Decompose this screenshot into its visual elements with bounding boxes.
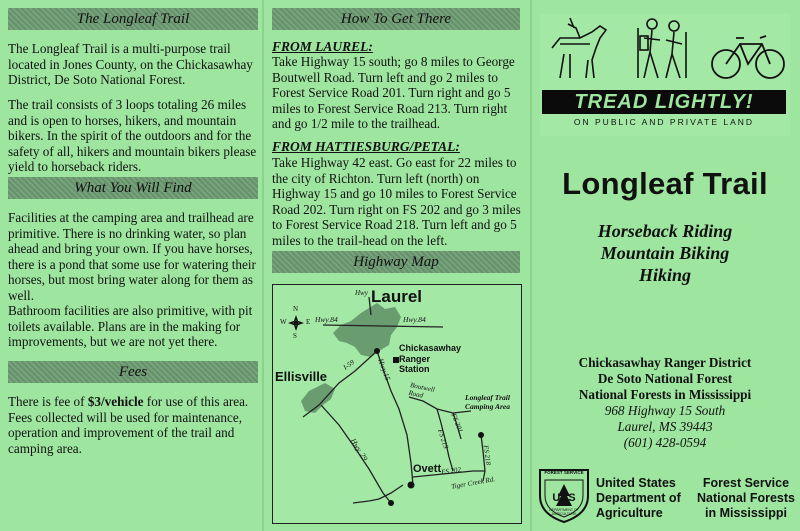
compass-w: W xyxy=(280,318,287,326)
forest-service-shield-icon xyxy=(536,466,592,524)
map-label-ovett: Ovett xyxy=(413,463,442,475)
usda-label xyxy=(596,476,681,521)
camping-marker-icon xyxy=(478,432,484,438)
compass-n: N xyxy=(293,305,299,313)
compass-s: S xyxy=(293,332,297,340)
usda-line-3: Agriculture xyxy=(596,506,663,520)
fee-text-start: There is fee of xyxy=(8,394,88,409)
route-text-hattiesburg: Take Highway 42 east. Go east for 22 miles to the city of Richton. Turn left (north) on Highway 15 and go 10 miles to Forest Service Road 202. Turn right on FS 202 and go 3 miles to Forest Service Road 218. Turn left and go 5 miles to the trail-head on the left. xyxy=(272,155,521,248)
camping-line-2: Camping Area xyxy=(465,402,510,411)
logo-illustration xyxy=(540,14,790,90)
hikers-icon xyxy=(638,19,686,78)
loops-paragraph: The trail consists of 3 loops totaling 26 miles and is open to horses, hikers, and mountain bikers. In the spirit of the outdoors and for the safety of all, hikers and mountain bikers please yield to horseback riders. xyxy=(8,97,257,175)
map-label-fs-218: FS 218 xyxy=(481,444,493,466)
contact-phone: (601) 428-0594 xyxy=(623,435,707,450)
contact-address: 968 Highway 15 South xyxy=(604,403,726,418)
compass-rose-icon xyxy=(288,315,304,331)
fee-amount: $3/vehicle xyxy=(87,394,144,409)
contact-forest: De Soto National Forest xyxy=(597,371,733,386)
page-title: Longleaf Trail xyxy=(562,166,768,201)
middle-panel xyxy=(262,0,530,531)
bathroom-paragraph: Bathroom facilities are also primitive, with pit toilets available. Plans are in the making for improvements, but we are not yet there. xyxy=(8,303,253,350)
shield-center-text: US xyxy=(552,492,584,504)
laurel-city-area xyxy=(333,303,401,357)
south-marker-icon xyxy=(388,500,394,506)
compass-e: E xyxy=(306,318,311,326)
fs-line-2: National Forests xyxy=(697,491,795,505)
map-label-ranger-station xyxy=(399,343,461,375)
horse-icon xyxy=(552,18,606,78)
facilities-paragraph: Facilities at the camping area and trailhead are primitive. There is no drinking water, so plan ahead and bring your own. If you have horses, there is a pond that some use for watering their horses, but most bring water along for them as well. xyxy=(8,210,256,303)
section-heading-what-you-will-find: What You Will Find xyxy=(8,177,258,199)
ellisville-city-area xyxy=(301,383,335,413)
map-label-boutwell: Boutwell Road xyxy=(407,381,436,400)
map-label-fs-213: FS 213 xyxy=(436,428,450,450)
road-tiger-creek xyxy=(353,485,403,503)
map-label-ellisville: Ellisville xyxy=(275,369,328,384)
contact-national-forests: National Forests in Mississippi xyxy=(578,387,752,402)
map-label-hwy-29: Hwy. 29 xyxy=(348,436,370,463)
map-label-hwy-15-top: Hwy xyxy=(355,289,368,297)
activity-horseback: Horseback Riding xyxy=(597,221,733,241)
laurel-marker-icon xyxy=(374,348,380,354)
fs-line-1: Forest Service xyxy=(702,476,790,490)
section-heading-highway-map: Highway Map xyxy=(272,251,520,273)
fee-text-end: for use of this area. Fees collected will be used for maintenance, operation and improvement of the trail and camping area. xyxy=(8,394,249,456)
map-label-tiger-creek: Tiger Creek Rd. xyxy=(450,475,496,491)
map-label-fs-201: FS 201 xyxy=(449,412,465,434)
fees-paragraph xyxy=(8,394,258,456)
map-label-hwy-15: Hwy.15 xyxy=(376,357,393,382)
section-heading-longleaf-trail: The Longleaf Trail xyxy=(8,8,258,30)
ranger-line-3: Station xyxy=(399,364,430,374)
activity-mountain-biking: Mountain Biking xyxy=(600,243,730,263)
highway-map xyxy=(272,284,522,524)
forest-service-label xyxy=(696,476,796,521)
route-title-hattiesburg: FROM HATTIESBURG/PETAL: xyxy=(272,139,460,154)
usda-line-1: United States xyxy=(596,476,676,490)
intro-paragraph: The Longleaf Trail is a multi-purpose trail located in Jones County, on the Chickasawhay District, De Soto National Forest. xyxy=(8,41,253,88)
map-label-fs-202: FS 202 xyxy=(440,465,462,477)
route-text-laurel: Take Highway 15 south; go 8 miles to George Boutwell Road. Turn left and go 2 miles to Forest Service Road 201. Turn right and go 5 miles to Forest Service Road 213. Turn right and go 1/2 mile to the trailhead. xyxy=(272,54,515,132)
tread-lightly-subtitle: ON PUBLIC AND PRIVATE LAND xyxy=(573,117,755,127)
ovett-marker-icon xyxy=(408,482,415,489)
fs-line-3: in Mississippi xyxy=(705,506,787,520)
map-label-hwy-84-right: Hwy.84 xyxy=(403,315,426,324)
section-heading-how-to-get-there: How To Get There xyxy=(272,8,520,30)
mountain-bike-icon xyxy=(712,36,784,78)
tread-lightly-logo xyxy=(540,14,790,136)
shield-bottom-text: DEPARTMENT OF AGRICULTURE xyxy=(549,508,579,516)
ranger-line-1: Chickasawhay xyxy=(399,343,462,353)
map-label-hwy-84-left: Hwy.84 xyxy=(315,315,338,324)
map-label-laurel: Laurel xyxy=(371,287,423,306)
section-heading-fees: Fees xyxy=(8,361,258,383)
route-title-laurel: FROM LAUREL: xyxy=(272,39,373,54)
tread-lightly-title: TREAD LIGHTLY! xyxy=(542,90,786,114)
left-panel xyxy=(0,0,262,531)
camping-line-1: Longleaf Trail xyxy=(465,393,510,402)
map-label-camping xyxy=(465,393,510,411)
contact-district: Chickasawhay Ranger District xyxy=(578,355,752,370)
cover-panel xyxy=(530,0,800,531)
activity-hiking: Hiking xyxy=(638,265,691,285)
usda-line-2: Department of xyxy=(596,491,681,505)
ranger-line-2: Ranger xyxy=(399,353,431,364)
shield-top-text: FOREST SERVICE xyxy=(544,470,584,475)
map-label-i-59: I-59 xyxy=(341,358,356,372)
contact-city: Laurel, MS 39443 xyxy=(617,419,713,434)
